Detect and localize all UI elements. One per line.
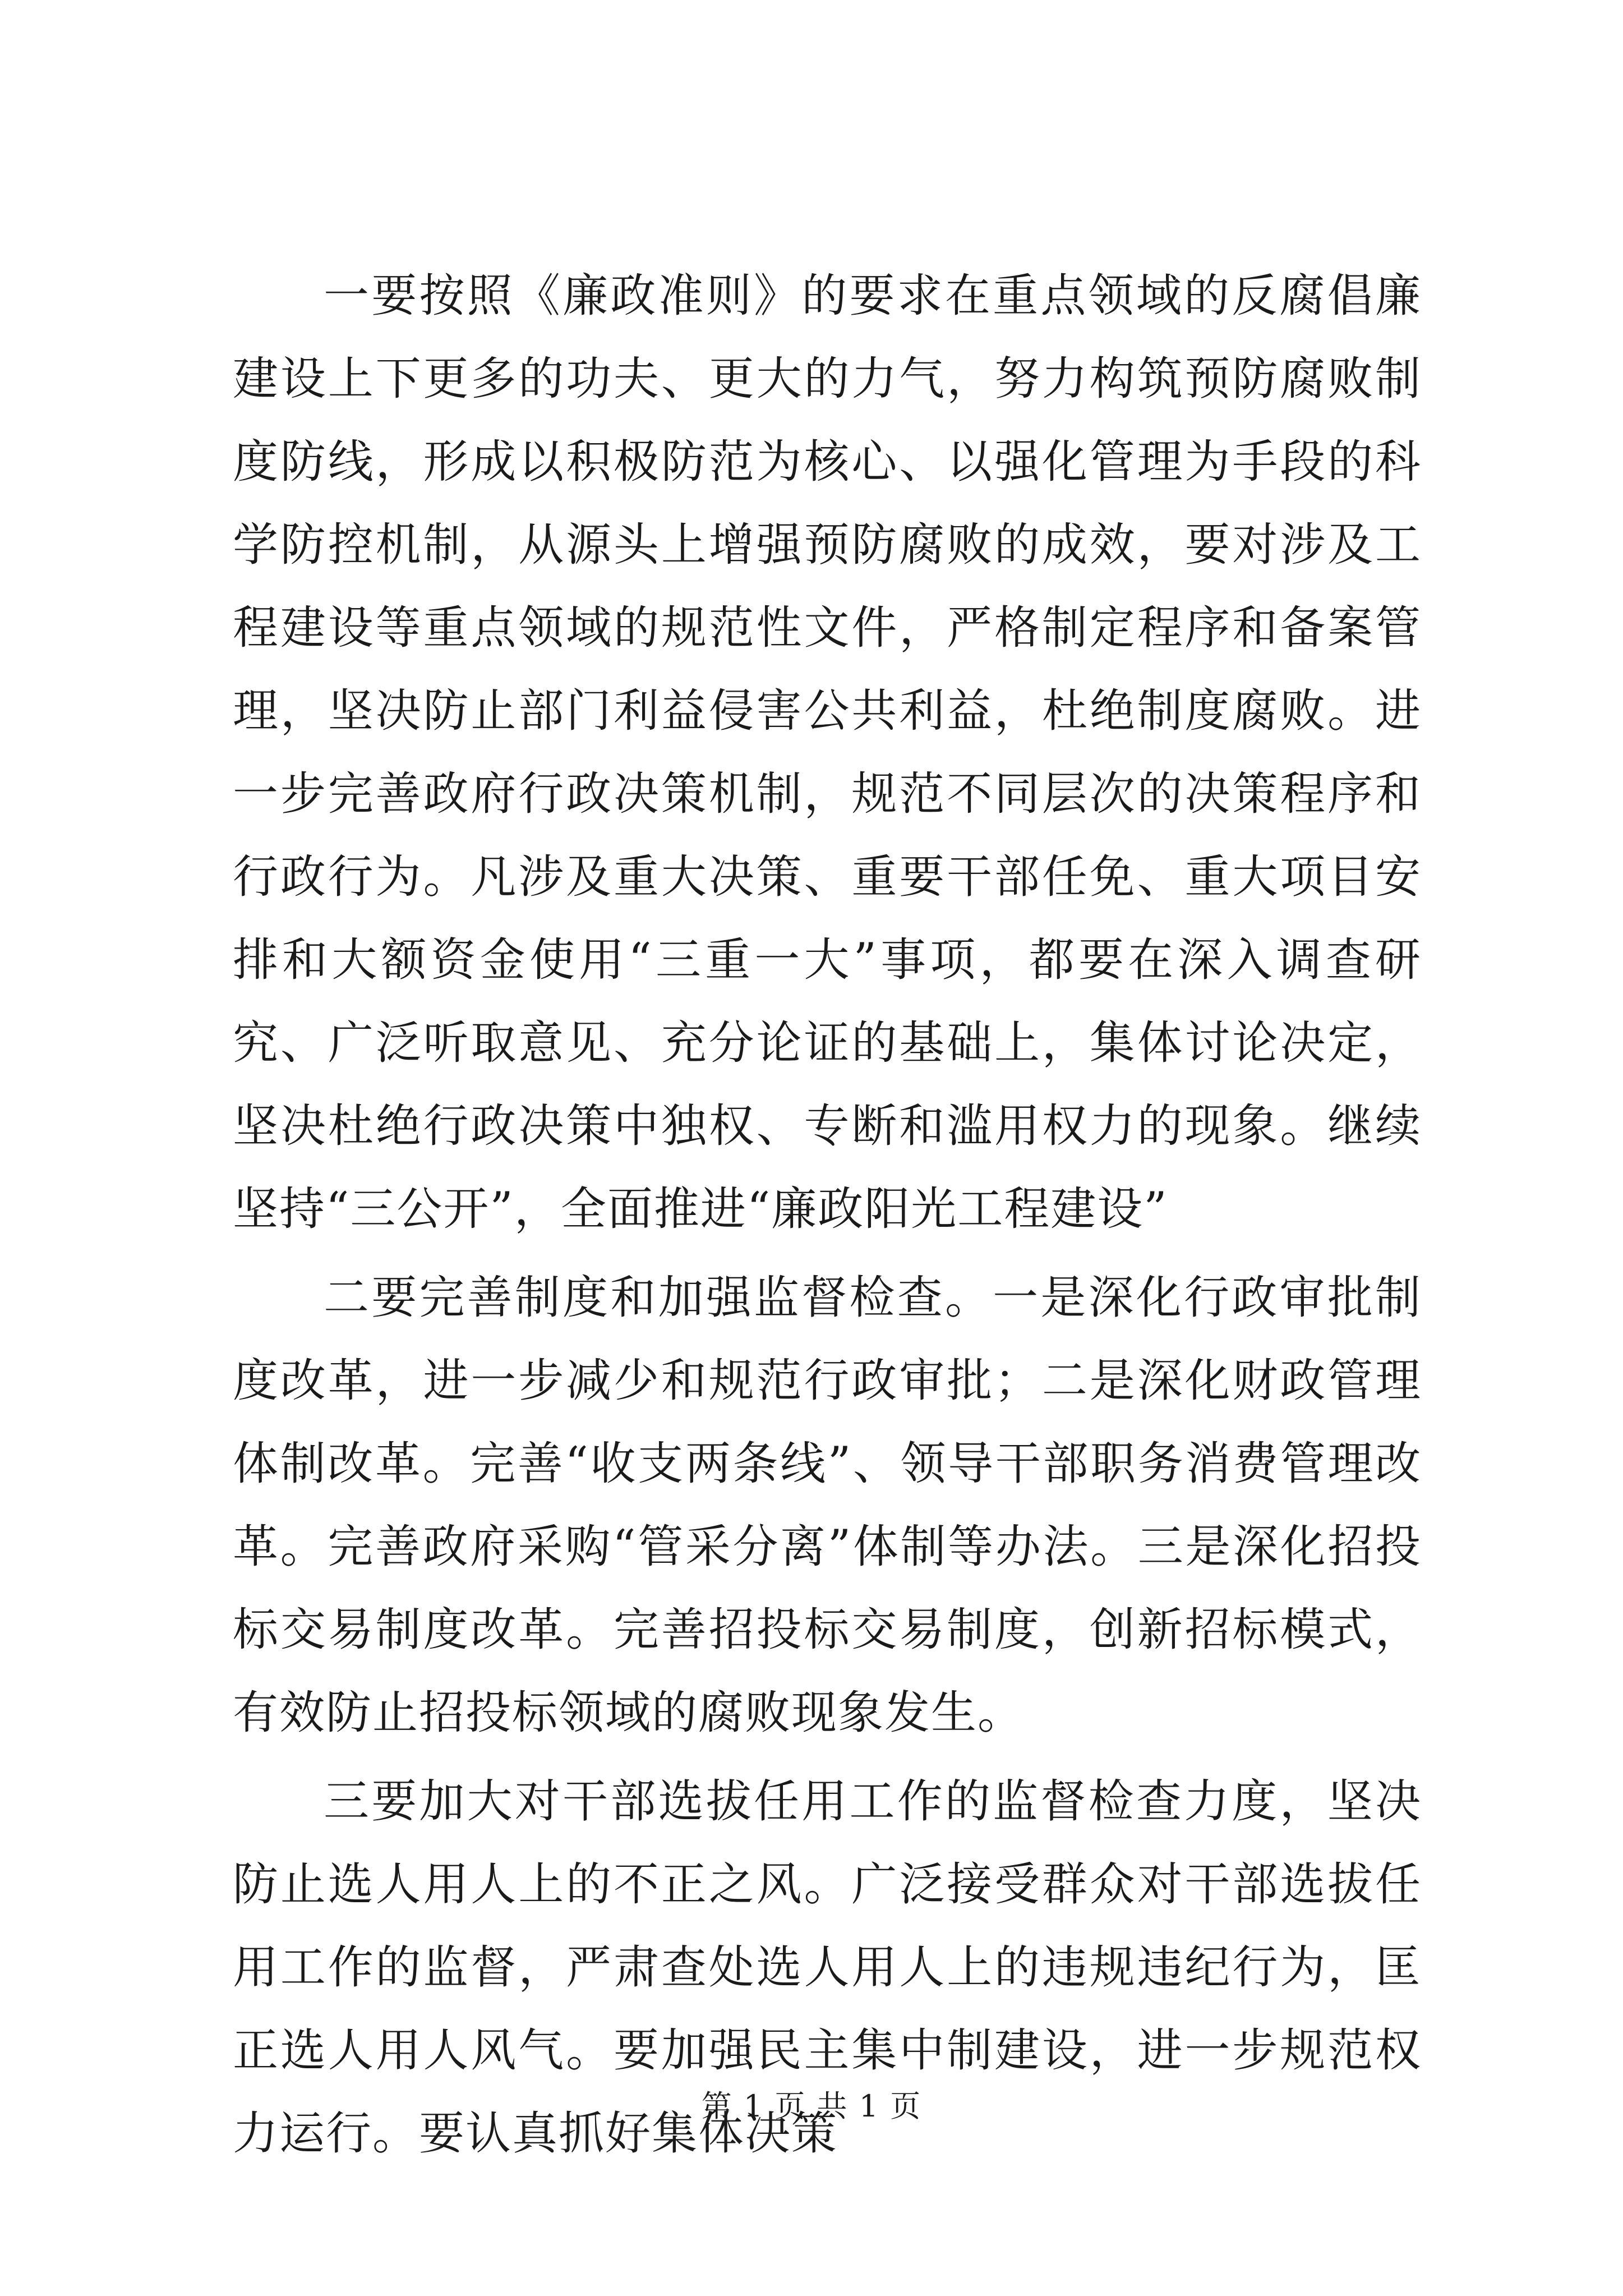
paragraph-3: 三要加大对干部选拔任用工作的监督检查力度，坚决防止选人用人上的不正之风。广泛接受群众对干部选拔任用工作的监督，严肃查处选人用人上的违规违纪行为，匡正选人用人风气。要加强民主集中制建设，进一步规范权力运行。要认真抓好集体决策 bbox=[233, 1775, 1422, 2160]
document-body bbox=[233, 255, 1422, 2181]
page-footer bbox=[0, 2087, 1623, 2126]
paragraph-2: 二要完善制度和加强监督检查。一是深化行政审批制度改革，进一步减少和规范行政审批；二是深化财政管理体制改革。完善“收支两条线”、领导干部职务消费管理改革。完善政府采购“管采分离”体制等办法。三是深化招投标交易制度改革。完善招投标交易制度，创新招标模式，有效防止招投标领域的腐败现象发生。 bbox=[233, 1272, 1422, 1740]
page-number-label: 第 1 页 共 1 页 bbox=[701, 2088, 922, 2124]
paragraph-1: 一要按照《廉政准则》的要求在重点领域的反腐倡廉建设上下更多的功夫、更大的力气，努力构筑预防腐败制度防线，形成以积极防范为核心、以强化管理为手段的科学防控机制，从源头上增强预防腐败的成效，要对涉及工程建设等重点领域的规范性文件，严格制定程序和备案管理，坚决防止部门利益侵害公共利益，杜绝制度腐败。进一步完善政府行政决策机制，规范不同层次的决策程序和行政行为。凡涉及重大决策、重要干部任免、重大项目安排和大额资金使用“三重一大”事项，都要在深入调查研究、广泛听取意见、充分论证的基础上，集体讨论决定，坚决杜绝行政决策中独权、专断和滥用权力的现象。继续坚持“三公开”，全面推进“廉政阳光工程建设” bbox=[233, 270, 1422, 1236]
